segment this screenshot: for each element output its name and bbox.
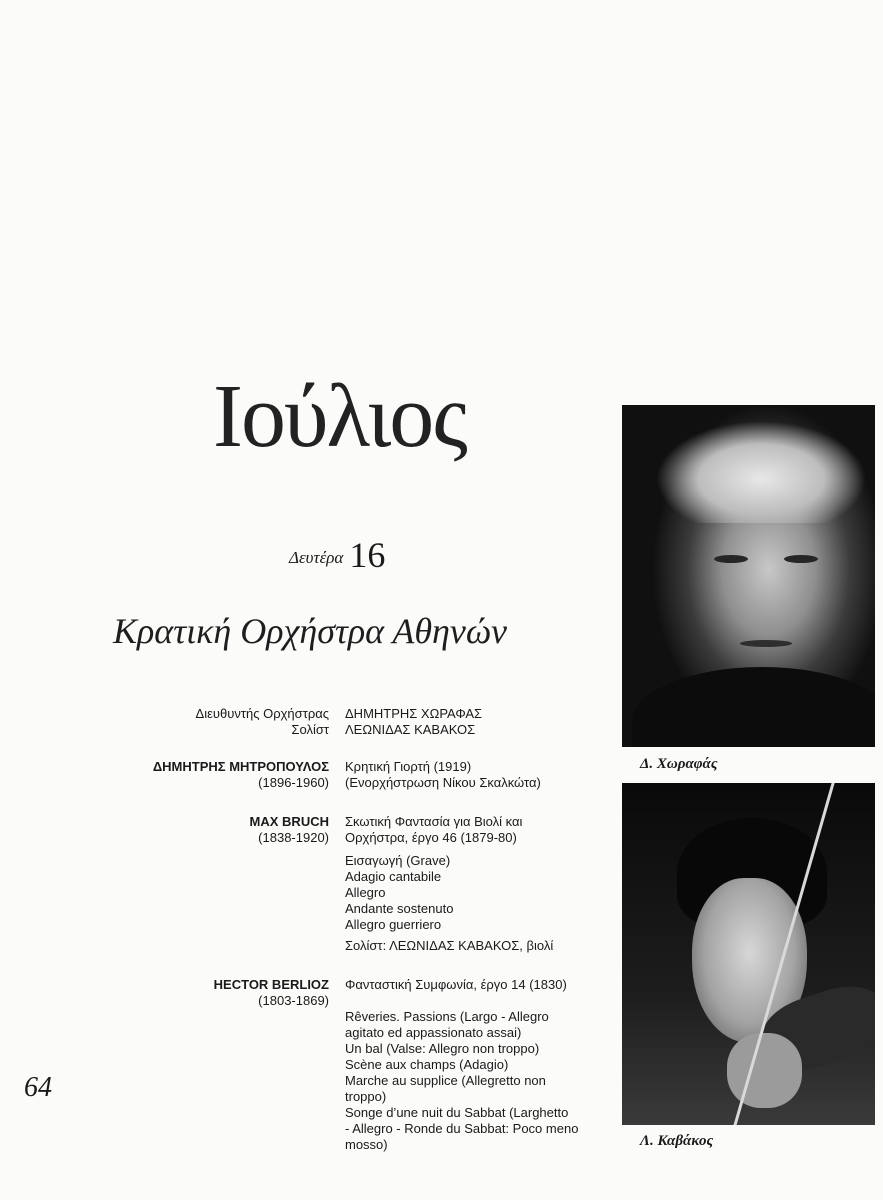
movement: Songe d’une nuit du Sabbat (Larghetto <box>345 1105 569 1120</box>
soloist-note: Σολίστ: ΛΕΩΝΙΔΑΣ ΚΑΒΑΚΟΣ, βιολί <box>345 938 554 953</box>
photo-caption: Λ. Καβάκος <box>640 1133 714 1149</box>
movement: Un bal (Valse: Allegro non troppo) <box>345 1041 540 1056</box>
credit-name-soloist: ΛΕΩΝΙΔΑΣ ΚΑΒΑΚΟΣ <box>345 722 476 737</box>
photo-hair <box>622 413 875 523</box>
concert-date <box>289 534 385 576</box>
photo-eye <box>714 555 748 563</box>
movement: Andante sostenuto <box>345 901 454 916</box>
photo-shoulders <box>632 667 875 747</box>
photo-hand <box>727 1033 802 1108</box>
work-title: Κρητική Γιορτή (1919) <box>345 759 472 774</box>
composer-years: (1896-1960) <box>258 775 329 790</box>
work-title: Σκωτική Φαντασία για Βιολί και <box>345 814 523 829</box>
movement: troppo) <box>345 1089 387 1104</box>
composer-name: MAX BRUCH <box>249 814 329 829</box>
photo-eye <box>784 555 818 563</box>
orchestra-title: Κρατική Ορχήστρα Αθηνών <box>113 611 507 651</box>
movement: mosso) <box>345 1137 388 1152</box>
movement: Marche au supplice (Allegretto non <box>345 1073 546 1088</box>
conductor-photo <box>622 405 875 747</box>
work-title: Φανταστική Συμφωνία, έργο 14 (1830) <box>345 977 567 992</box>
movement: - Allegro - Ronde du Sabbat: Poco meno <box>345 1121 579 1136</box>
movement: Εισαγωγή (Grave) <box>345 853 451 868</box>
work-title: Ορχήστρα, έργο 46 (1879-80) <box>345 830 517 845</box>
photo-mouth <box>740 640 792 647</box>
movement: Allegro guerriero <box>345 917 442 932</box>
movement: Scène aux champs (Adagio) <box>345 1057 509 1072</box>
movement: agitato ed appassionato assai) <box>345 1025 522 1040</box>
movement: Allegro <box>345 885 386 900</box>
movement: Rêveries. Passions (Largo - Allegro <box>345 1009 549 1024</box>
movement: Adagio cantabile <box>345 869 442 884</box>
day-number: 16 <box>349 535 386 575</box>
composer-name: HECTOR BERLIOZ <box>213 977 329 992</box>
composer-years: (1838-1920) <box>258 830 329 845</box>
credit-role-soloist: Σολίστ <box>291 722 329 737</box>
month-title: Ιούλιος <box>213 367 466 466</box>
weekday: Δευτέρα <box>289 548 344 567</box>
composer-name: ΔΗΜΗΤΡΗΣ ΜΗΤΡΟΠΟΥΛΟΣ <box>152 759 329 774</box>
credit-role-conductor: Διευθυντής Ορχήστρας <box>195 706 329 721</box>
work-title: (Ενορχήστρωση Νίκου Σκαλκώτα) <box>345 775 541 790</box>
photo-caption: Δ. Χωραφάς <box>640 756 718 772</box>
page-number: 64 <box>24 1072 52 1103</box>
composer-years: (1803-1869) <box>258 993 329 1008</box>
soloist-photo <box>622 783 875 1125</box>
credit-name-conductor: ΔΗΜΗΤΡΗΣ ΧΩΡΑΦΑΣ <box>345 706 483 721</box>
